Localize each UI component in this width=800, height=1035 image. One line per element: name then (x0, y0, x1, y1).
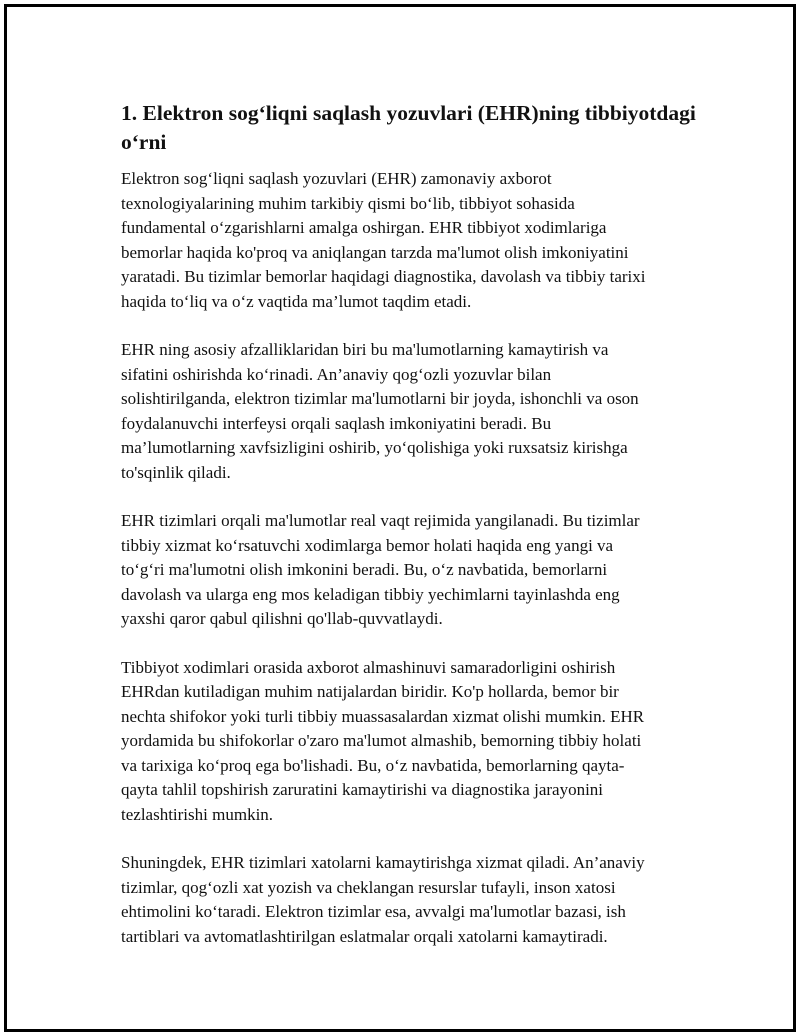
paragraph-ehr-advantages: EHR ning asosiy afzalliklaridan biri bu ma'lumotlarning kamaytirish va sifatini oshirishda ko‘rinadi. An’anaviy qog‘ozli yozuvlar bilan solishtirilganda, elektron tizimlar ma'lumotlarni bir joyda, ishonchli va oson foydalanuvchi interfeysi orqali saqlash imkoniyatini beradi. Bu ma’lumotlarning xavfsizligini oshirib, yo‘qolishiga yoki ruxsatsiz kirishga to'sqinlik qiladi. (121, 340, 639, 482)
paragraph-ehr-information-exchange: Tibbiyot xodimlari orasida axborot almashinuvi samaradorligini oshirish EHRdan kutiladigan muhim natijalardan biridir. Ko'p hollarda, bemor bir nechta shifokor yoki turli tibbiy muassasalardan xizmat olishi mumkin. EHR yordamida bu shifokorlar o'zaro ma'lumot almashib, bemorning tibbiy holati va tarixiga ko‘proq ega bo'lishadi. Bu, o‘z navbatida, bemorlarning qayta- qayta tahlil topshirish zaruratini kamaytirishi va diagnostika jarayonini tezlashtirishi mumkin. (121, 657, 645, 824)
paragraph-ehr-realtime: EHR tizimlari orqali ma'lumotlar real vaqt rejimida yangilanadi. Bu tizimlar tibbiy xizmat ko‘rsatuvchi xodimlarga bemor holati haqida eng yangi va to‘g‘ri ma'lumotni olish imkonini beradi. Bu, o‘z navbatida, bemorlarni davolash va ularga eng mos keladigan tibbiy yechimlarni tayinlashda eng yaxshi qaror qabul qilishni qo'llab-quvvatlaydi. (121, 511, 640, 628)
paragraph-ehr-error-reduction: Shuningdek, EHR tizimlari xatolarni kamaytirishga xizmat qiladi. An’anaviy tizimlar, qog‘ozli xat yozish va cheklangan resurslar tufayli, inson xatosi ehtimolini ko‘taradi. Elektron tizimlar esa, avvalgi ma'lumotlar bazasi, ish tartiblari va avtomatlashtirilgan eslatmalar orqali xatolarni kamaytiradi. (121, 853, 645, 946)
document-body (121, 99, 697, 973)
page-frame (4, 4, 796, 1032)
section-title: 1. Elektron sog‘liqni saqlash yozuvlari (EHR)ning tibbiyotdagi o‘rni (121, 101, 696, 154)
paragraph-ehr-intro: Elektron sog‘liqni saqlash yozuvlari (EHR) zamonaviy axborot texnologiyalarining muhim tarkibiy qismi bo‘lib, tibbiyot sohasida fundamental o‘zgarishlarni amalga oshirgan. EHR tibbiyot xodimlariga bemorlar haqida ko'proq va aniqlangan tarzda ma'lumot olish imkoniyatini yaratadi. Bu tizimlar bemorlar haqidagi diagnostika, davolash va tibbiy tarixi haqida to‘liq va o‘z vaqtida ma’lumot taqdim etadi. (121, 169, 646, 311)
